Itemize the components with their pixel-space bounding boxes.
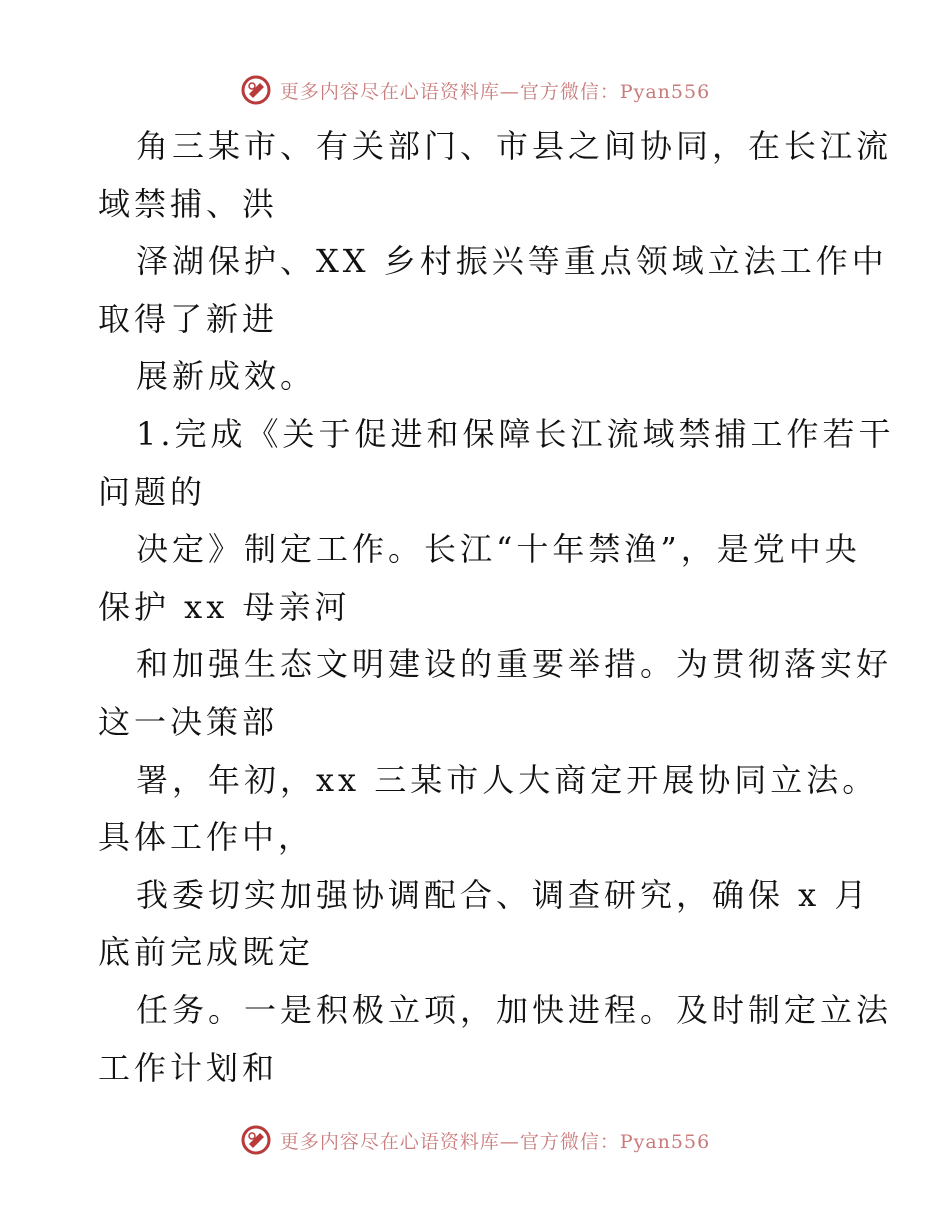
body-line: 这一决策部 — [98, 702, 279, 741]
document-body — [98, 118, 895, 1097]
body-line: 工作计划和 — [98, 1048, 279, 1087]
body-line: 问题的 — [98, 472, 207, 511]
body-line: 1.完成《关于促进和保障长江流域禁捕工作若干 — [136, 414, 895, 453]
body-line: 域禁捕、洪 — [98, 184, 279, 223]
body-line: 任务。一是积极立项，加快进程。及时制定立法 — [136, 990, 893, 1029]
body-line: 角三某市、有关部门、市县之间协同，在长江流 — [136, 127, 893, 165]
body-line: 泽湖保护、XX 乡村振兴等重点领域立法工作中 — [136, 242, 888, 281]
seal-logo-icon — [240, 1124, 272, 1156]
body-line: 决定》制定工作。长江“十年禁渔”，是党中央 — [136, 530, 861, 569]
seal-logo-icon — [240, 74, 272, 106]
body-line: 底前完成既定 — [98, 933, 315, 972]
footer-banner — [0, 1120, 950, 1160]
body-line: 署，年初，xx 三某市人大商定开展协同立法。 — [136, 760, 879, 799]
body-line: 我委切实加强协调配合、调查研究，确保 x 月 — [136, 875, 871, 914]
body-line: 具体工作中， — [98, 818, 315, 857]
header-banner — [0, 70, 950, 110]
body-line: 保护 xx 母亲河 — [98, 587, 351, 626]
footer-banner-text: 更多内容尽在心语资料库—官方微信：Pyan556 — [279, 1130, 711, 1153]
header-banner-text: 更多内容尽在心语资料库—官方微信：Pyan556 — [279, 80, 711, 103]
body-line: 和加强生态文明建设的重要举措。为贯彻落实好 — [136, 645, 893, 684]
body-line: 展新成效。 — [136, 357, 317, 396]
body-line: 取得了新进 — [98, 299, 279, 338]
